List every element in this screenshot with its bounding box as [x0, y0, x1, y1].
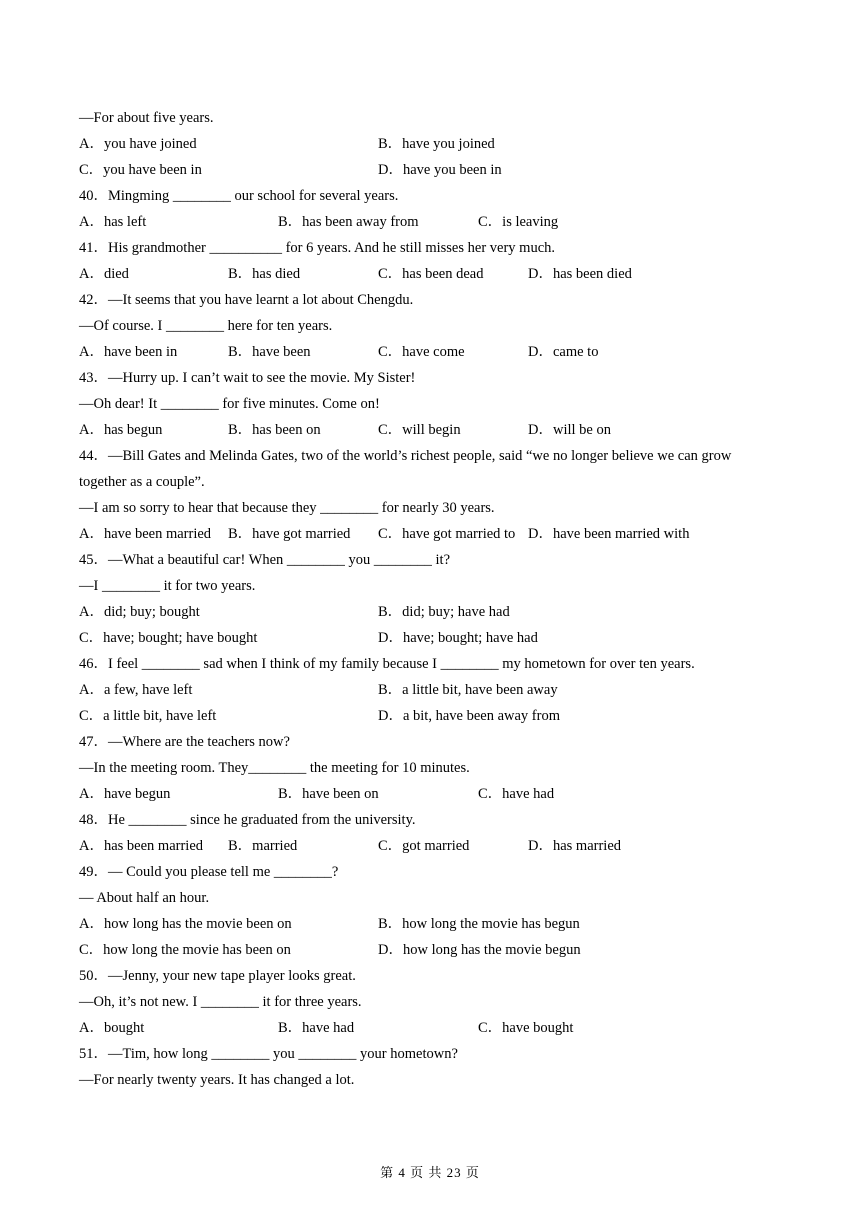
answer-option: C．you have been in [79, 162, 202, 178]
answer-option: C．will begin [378, 422, 461, 438]
answer-option: A．did; buy; bought [79, 604, 200, 620]
question-line: 47．—Where are the teachers now? [79, 734, 290, 750]
answer-option: B．has died [228, 266, 301, 282]
question-line: — About half an hour. [79, 890, 210, 906]
answer-option: A．has been married [79, 838, 204, 854]
answer-option: A．has begun [79, 422, 163, 438]
answer-option: A．bought [79, 1020, 145, 1036]
answer-option: B．have you joined [378, 136, 495, 152]
question-line: —For nearly twenty years. It has changed a lot. [79, 1072, 355, 1088]
answer-option: B．have been on [278, 786, 379, 802]
answer-option: D．have been married with [528, 526, 690, 542]
answer-option: B．did; buy; have had [378, 604, 510, 620]
question-line: together as a couple”. [79, 474, 205, 490]
answer-option: C．got married [378, 838, 470, 854]
answer-option: C．have; bought; have bought [79, 630, 258, 646]
answer-option: B．married [228, 838, 298, 854]
question-line: 48．He ________ since he graduated from the university. [79, 812, 416, 828]
question-line: —I ________ it for two years. [79, 578, 256, 594]
question-line: —For about five years. [79, 110, 214, 126]
question-line: 49．— Could you please tell me ________? [79, 864, 339, 880]
answer-option: B．how long the movie has begun [378, 916, 580, 932]
answer-option: C．have had [478, 786, 555, 802]
answer-option: D．will be on [528, 422, 611, 438]
answer-option: A．died [79, 266, 129, 282]
question-line: —I am so sorry to hear that because they ________ for nearly 30 years. [79, 500, 495, 516]
answer-option: D．a bit, have been away from [378, 708, 560, 724]
question-line: 44．—Bill Gates and Melinda Gates, two of the world’s richest people, said “we no longer believe we can grow [79, 448, 732, 464]
question-line: 43．—Hurry up. I can’t wait to see the movie. My Sister! [79, 370, 416, 386]
question-line: 40．Mingming ________ our school for several years. [79, 188, 399, 204]
question-line: —Oh dear! It ________ for five minutes. Come on! [79, 396, 380, 412]
question-line: 50．—Jenny, your new tape player looks great. [79, 968, 356, 984]
answer-option: D．have; bought; have had [378, 630, 538, 646]
question-line: —Oh, it’s not new. I ________ it for three years. [79, 994, 362, 1010]
answer-option: B．have got married [228, 526, 351, 542]
answer-option: A．a few, have left [79, 682, 193, 698]
answer-option: B．a little bit, have been away [378, 682, 558, 698]
answer-option: C．has been dead [378, 266, 484, 282]
answer-option: C．have bought [478, 1020, 574, 1036]
answer-option: D．have you been in [378, 162, 502, 178]
answer-option: B．has been on [228, 422, 321, 438]
answer-option: B．have had [278, 1020, 355, 1036]
question-line: 41．His grandmother __________ for 6 years. And he still misses her very much. [79, 240, 556, 256]
answer-option: C．have come [378, 344, 465, 360]
answer-option: C．have got married to [378, 526, 516, 542]
answer-option: A．have begun [79, 786, 171, 802]
answer-option: D．how long has the movie begun [378, 942, 581, 958]
question-line: 45．—What a beautiful car! When ________ you ________ it? [79, 552, 451, 568]
answer-option: A．has left [79, 214, 147, 230]
answer-option: B．have been [228, 344, 311, 360]
question-line: —In the meeting room. They________ the meeting for 10 minutes. [79, 760, 470, 776]
answer-option: C．a little bit, have left [79, 708, 217, 724]
answer-option: B．has been away from [278, 214, 419, 230]
question-line: 46．I feel ________ sad when I think of my family because I ________ my hometown for over ten years. [79, 656, 695, 672]
question-line: 42．—It seems that you have learnt a lot about Chengdu. [79, 292, 414, 308]
answer-option: D．came to [528, 344, 599, 360]
answer-option: C．how long the movie has been on [79, 942, 291, 958]
answer-option: A．how long has the movie been on [79, 916, 292, 932]
question-line: 51．—Tim, how long ________ you ________ your hometown? [79, 1046, 458, 1062]
answer-option: D．has married [528, 838, 622, 854]
answer-option: C．is leaving [478, 214, 559, 230]
answer-option: A．have been married [79, 526, 212, 542]
answer-option: A．have been in [79, 344, 178, 360]
answer-option: A．you have joined [79, 136, 197, 152]
question-line: —Of course. I ________ here for ten years. [79, 318, 333, 334]
page-footer: 第 4 页 共 23 页 [380, 1165, 480, 1180]
answer-option: D．has been died [528, 266, 632, 282]
